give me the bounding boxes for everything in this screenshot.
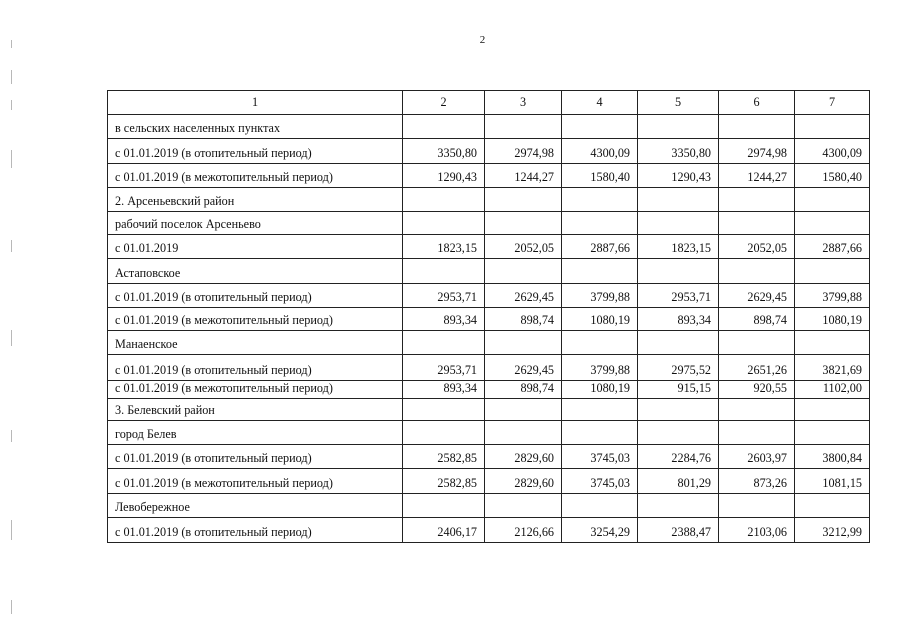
tariff-value-cell [638,115,719,139]
tariff-value-cell [638,421,719,445]
tariff-value-cell: 2388,47 [638,518,719,543]
table-header-row [108,91,870,115]
tariff-table-body [108,91,870,543]
tariff-value-cell: 898,74 [719,308,795,331]
tariff-value-cell [562,259,638,284]
tariff-value-cell: 2629,45 [485,355,562,381]
tariff-value-cell [485,115,562,139]
row-label: Астаповское [108,259,403,284]
column-header: 2 [403,91,485,115]
tariff-value-cell: 2887,66 [795,235,870,259]
tariff-value-cell [638,188,719,212]
margin-mark [11,70,12,84]
tariff-value-cell [795,188,870,212]
column-header: 4 [562,91,638,115]
tariff-value-cell: 3350,80 [638,139,719,164]
tariff-value-cell: 893,34 [403,308,485,331]
tariff-value-cell: 3821,69 [795,355,870,381]
tariff-value-cell: 2052,05 [719,235,795,259]
tariff-value-cell [638,259,719,284]
tariff-value-cell: 2629,45 [719,284,795,308]
tariff-value-cell [403,399,485,421]
tariff-value-cell: 1290,43 [638,164,719,188]
tariff-value-cell [485,212,562,235]
tariff-value-cell [795,115,870,139]
tariff-value-cell: 3350,80 [403,139,485,164]
table-row [108,284,870,308]
tariff-value-cell: 1080,19 [562,381,638,399]
table-row [108,399,870,421]
tariff-value-cell [719,494,795,518]
tariff-value-cell [403,188,485,212]
row-label: 3. Белевский район [108,399,403,421]
tariff-value-cell: 801,29 [638,469,719,494]
tariff-value-cell [638,399,719,421]
tariff-value-cell: 2052,05 [485,235,562,259]
margin-mark [11,240,12,252]
column-header: 3 [485,91,562,115]
tariff-value-cell: 1580,40 [562,164,638,188]
tariff-value-cell [403,421,485,445]
tariff-value-cell: 2126,66 [485,518,562,543]
tariff-value-cell: 3745,03 [562,469,638,494]
tariff-value-cell [719,115,795,139]
tariff-value-cell: 2953,71 [638,284,719,308]
tariff-value-cell: 4300,09 [562,139,638,164]
table-row [108,115,870,139]
tariff-value-cell [403,115,485,139]
row-label: Манаенское [108,331,403,355]
table-row [108,469,870,494]
tariff-value-cell [719,399,795,421]
tariff-value-cell [485,331,562,355]
row-label: с 01.01.2019 (в межотопительный период) [108,381,403,399]
tariff-value-cell: 4300,09 [795,139,870,164]
tariff-value-cell [562,188,638,212]
page-number: 2 [479,34,486,46]
tariff-value-cell [485,188,562,212]
column-header: 7 [795,91,870,115]
tariff-value-cell [485,259,562,284]
tariff-value-cell: 2953,71 [403,284,485,308]
row-label: с 01.01.2019 (в отопительный период) [108,284,403,308]
tariff-value-cell [403,494,485,518]
tariff-value-cell [795,212,870,235]
tariff-value-cell: 3799,88 [562,284,638,308]
tariff-value-cell [795,331,870,355]
row-label: с 01.01.2019 (в отопительный период) [108,139,403,164]
tariff-value-cell [562,421,638,445]
margin-mark [11,430,12,442]
tariff-value-cell: 3212,99 [795,518,870,543]
tariff-value-cell [638,212,719,235]
tariff-value-cell [562,494,638,518]
table-row [108,494,870,518]
tariff-value-cell: 1080,19 [562,308,638,331]
tariff-value-cell: 2603,97 [719,445,795,469]
row-label: с 01.01.2019 (в отопительный период) [108,518,403,543]
tariff-value-cell [562,212,638,235]
tariff-value-cell: 1244,27 [719,164,795,188]
tariff-value-cell [719,259,795,284]
row-label: с 01.01.2019 (в межотопительный период) [108,469,403,494]
table-row [108,139,870,164]
tariff-value-cell: 2974,98 [485,139,562,164]
tariff-value-cell: 2582,85 [403,445,485,469]
table-row [108,212,870,235]
row-label: город Белев [108,421,403,445]
row-label: с 01.01.2019 (в межотопительный период) [108,308,403,331]
tariff-value-cell: 2829,60 [485,445,562,469]
table-row [108,421,870,445]
table-row [108,445,870,469]
tariff-value-cell [562,399,638,421]
tariff-value-cell [719,188,795,212]
row-label: с 01.01.2019 (в межотопительный период) [108,164,403,188]
column-header: 6 [719,91,795,115]
tariff-value-cell [795,399,870,421]
tariff-value-cell: 2651,26 [719,355,795,381]
tariff-value-cell: 2887,66 [562,235,638,259]
tariff-value-cell [562,115,638,139]
table-row [108,331,870,355]
tariff-value-cell [638,494,719,518]
margin-mark [11,150,12,168]
tariff-value-cell [403,212,485,235]
row-label: рабочий поселок Арсеньево [108,212,403,235]
tariff-table [107,90,870,543]
row-label: Левобережное [108,494,403,518]
tariff-value-cell: 893,34 [403,381,485,399]
row-label: с 01.01.2019 [108,235,403,259]
tariff-value-cell: 3799,88 [795,284,870,308]
row-label: с 01.01.2019 (в отопительный период) [108,445,403,469]
tariff-value-cell: 898,74 [485,308,562,331]
tariff-value-cell: 1823,15 [403,235,485,259]
margin-mark [11,330,12,346]
table-row [108,235,870,259]
tariff-value-cell: 915,15 [638,381,719,399]
table-row [108,259,870,284]
column-header: 5 [638,91,719,115]
tariff-value-cell: 1580,40 [795,164,870,188]
tariff-value-cell: 2284,76 [638,445,719,469]
tariff-value-cell: 2103,06 [719,518,795,543]
tariff-value-cell: 3799,88 [562,355,638,381]
tariff-value-cell: 873,26 [719,469,795,494]
tariff-value-cell [562,331,638,355]
tariff-value-cell: 1102,00 [795,381,870,399]
tariff-value-cell [795,421,870,445]
column-header: 1 [108,91,403,115]
margin-mark [11,520,12,540]
tariff-value-cell: 1823,15 [638,235,719,259]
tariff-value-cell: 898,74 [485,381,562,399]
table-row [108,308,870,331]
tariff-value-cell: 1244,27 [485,164,562,188]
row-label: с 01.01.2019 (в отопительный период) [108,355,403,381]
table-row [108,188,870,212]
tariff-value-cell: 2406,17 [403,518,485,543]
margin-mark [11,100,12,110]
margin-mark [11,600,12,614]
tariff-value-cell [795,259,870,284]
tariff-value-cell: 1081,15 [795,469,870,494]
row-label: в сельских населенных пунктах [108,115,403,139]
tariff-value-cell [719,212,795,235]
tariff-value-cell [485,421,562,445]
tariff-value-cell: 2829,60 [485,469,562,494]
tariff-value-cell: 2953,71 [403,355,485,381]
tariff-value-cell: 2974,98 [719,139,795,164]
tariff-value-cell: 3745,03 [562,445,638,469]
tariff-value-cell: 3254,29 [562,518,638,543]
tariff-value-cell [795,494,870,518]
row-label: 2. Арсеньевский район [108,188,403,212]
tariff-value-cell [719,421,795,445]
tariff-value-cell [719,331,795,355]
tariff-value-cell: 1080,19 [795,308,870,331]
tariff-value-cell [403,331,485,355]
tariff-value-cell [485,494,562,518]
tariff-value-cell: 2582,85 [403,469,485,494]
tariff-value-cell [403,259,485,284]
tariff-value-cell: 2975,52 [638,355,719,381]
tariff-value-cell [638,331,719,355]
tariff-value-cell: 2629,45 [485,284,562,308]
table-row [108,164,870,188]
table-row [108,355,870,381]
table-row [108,381,870,399]
tariff-value-cell: 3800,84 [795,445,870,469]
tariff-value-cell [485,399,562,421]
tariff-value-cell: 893,34 [638,308,719,331]
table-row [108,518,870,543]
tariff-value-cell: 920,55 [719,381,795,399]
tariff-value-cell: 1290,43 [403,164,485,188]
